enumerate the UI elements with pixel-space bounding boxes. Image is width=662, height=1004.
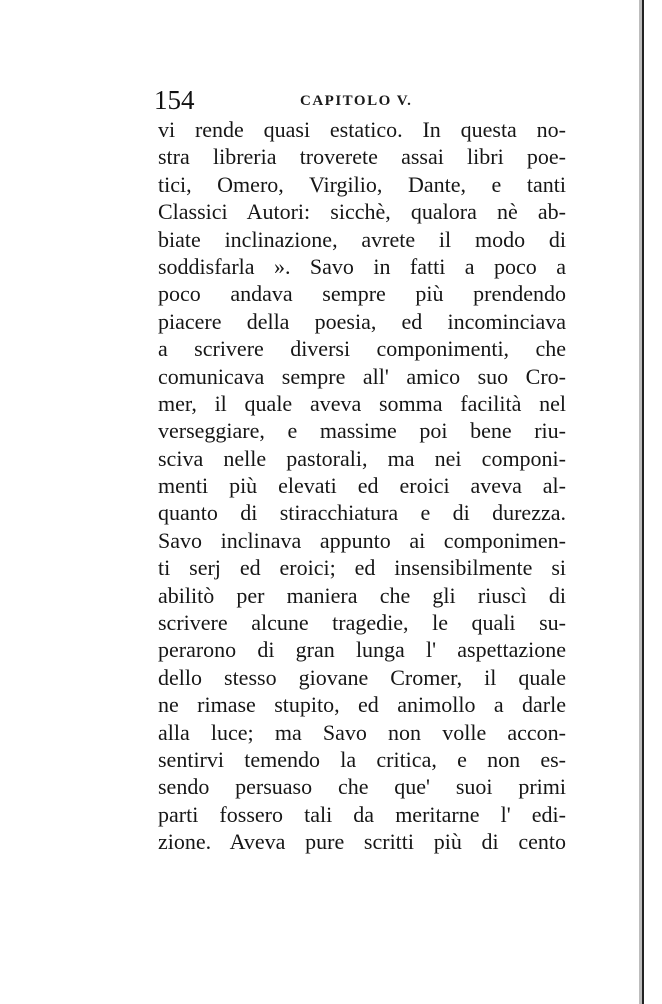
text-line: verseggiare, e massime poi bene riu-	[158, 418, 566, 444]
text-line: soddisfarla ». Savo in fatti a poco a	[158, 253, 566, 279]
text-line: vi rende quasi estatico. In questa no-	[158, 117, 566, 142]
text-line: zione. Aveva pure scritti più di cento	[158, 829, 566, 855]
chapter-title: CAPITOLO V.	[300, 93, 413, 109]
text-line: sentirvi temendo la critica, e non es-	[158, 746, 566, 772]
text-line: Savo inclinava appunto ai componimen-	[158, 527, 566, 553]
binding-edge	[642, 0, 644, 1004]
page-number: 154	[154, 85, 195, 115]
text-line: sciva nelle pastorali, ma nei componi-	[158, 445, 566, 471]
text-line: a scrivere diversi componimenti, che	[158, 336, 566, 362]
text-line: perarono di gran lunga l' aspettazione	[158, 637, 566, 663]
running-head	[154, 85, 574, 115]
text-line: ne rimase stupito, ed animollo a darle	[158, 692, 566, 718]
body-text	[158, 116, 566, 856]
text-line: menti più elevati ed eroici aveva al-	[158, 473, 566, 499]
text-line: quanto di stiracchiatura e di durezza.	[158, 500, 566, 526]
text-line: piacere della poesia, ed incominciava	[158, 308, 566, 334]
text-line: Classici Autori: sicchè, qualora nè ab-	[158, 199, 566, 225]
text-line: alla luce; ma Savo non volle accon-	[158, 719, 566, 745]
text-line: comunicava sempre all' amico suo Cro-	[158, 363, 566, 389]
text-line: parti fossero tali da meritarne l' edi-	[158, 801, 566, 827]
text-line: ti serj ed eroici; ed insensibilmente si	[158, 555, 566, 581]
text-line: dello stesso giovane Cromer, il quale	[158, 664, 566, 690]
text-line: mer, il quale aveva somma facilità nel	[158, 390, 566, 416]
text-line: stra libreria troverete assai libri poe-	[158, 144, 566, 170]
text-line: abilitò per maniera che gli riuscì di	[158, 582, 566, 608]
text-line: tici, Omero, Virgilio, Dante, e tanti	[158, 171, 566, 197]
text-line: biate inclinazione, avrete il modo di	[158, 226, 566, 252]
text-line: scrivere alcune tragedie, le quali su-	[158, 610, 566, 636]
text-line: poco andava sempre più prendendo	[158, 281, 566, 307]
text-line: sendo persuaso che que' suoi primi	[158, 774, 566, 800]
